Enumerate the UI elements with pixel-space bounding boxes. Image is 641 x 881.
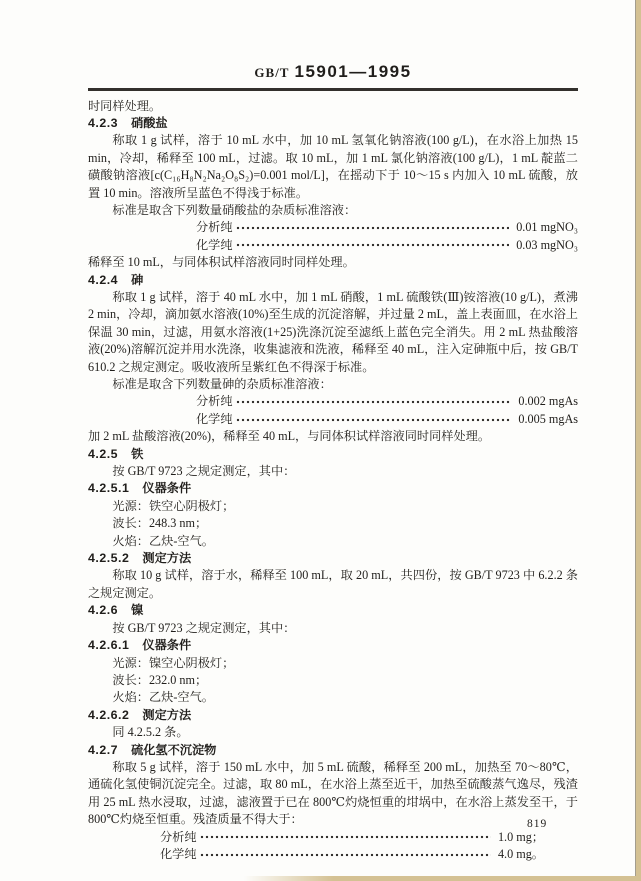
clause-title: 测定方法 <box>142 707 192 722</box>
paragraph: 标准是取含下列数量硝酸盐的杂质标准溶液： <box>112 202 357 217</box>
dotted-leader <box>200 853 491 857</box>
limit-grade-label: 分析纯 <box>196 394 233 409</box>
clause-heading <box>88 446 578 463</box>
page-content <box>88 62 578 863</box>
limit-grade-label: 分析纯 <box>196 220 233 235</box>
clause-heading <box>88 707 578 724</box>
limit-row <box>88 411 578 428</box>
paragraph: 称取 5 g 试样，溶于 150 mL 水中，加 5 mL 硫酸，稀释至 200 mL，加热至 70～80℃，通硫化氢使铜沉淀完全。过滤，取 80 mL，在水浴上蒸至近干，加热至硫酸蒸气逸尽，残渣用 25 mL 热水浸取，过滤，滤液置于已在 800℃灼烧恒重的坩埚中，在水浴上蒸发至干，于 800℃灼烧至恒重。残渣质量不得大于： <box>88 759 578 827</box>
clause-title: 测定方法 <box>142 551 192 566</box>
clause-number: 4.2.4 <box>88 272 119 287</box>
paragraph: 波长：248.3 nm； <box>112 516 208 531</box>
limit-value: 0.01 mgNO₃ <box>516 220 578 235</box>
standard-code <box>88 62 578 82</box>
paragraph: 称取 1 g 试样，溶于 10 mL 水中，加 10 mL 氢氧化钠溶液(100 g/L)，在水浴上加热 15 min，冷却，稀释至 100 mL，过滤。取 10 mL，加 1 mL 氯化钠溶液(100 g/L)，1 mL 靛蓝二磺酸钠溶液[c(C₁₆H₈N₂Na₂O₈S₂)=0.001 mol/L]，在摇动下于 10～15 s 内加入 10 mL 硫酸，放置 10 min。溶液所呈蓝色不得浅于标准。 <box>88 133 578 200</box>
clause-heading <box>88 550 578 567</box>
standard-code-number: 15901—1995 <box>294 62 412 81</box>
limit-value: 0.005 mgAs <box>518 411 578 426</box>
paragraph: 光源：铁空心阴极灯； <box>112 498 235 513</box>
clause-title: 铁 <box>131 446 144 461</box>
limit-row <box>88 829 578 846</box>
paragraph: 时同样处理。 <box>88 98 162 113</box>
limit-row <box>88 393 578 410</box>
paragraph: 称取 1 g 试样，溶于 40 mL 水中，加 1 mL 硝酸，1 mL 硫酸铁(Ⅲ)铵溶液(10 g/L)，煮沸 2 min，冷却，滴加氨水溶液(10%)至生成的沉淀溶解，并过量 2 mL，盖上表面皿，在水浴上保温 30 min，过滤，用氨水溶液(1+25)洗涤沉淀至滤纸上蓝色完全消失。用 2 mL 热盐酸溶液(20%)溶解沉淀并用水洗涤，收集滤液和洗液，稀释至 40 mL，注入定砷瓶中后，按 GB/T 610.2 之规定测定。吸收液所呈紫红色不得深于标准。 <box>88 289 578 374</box>
paragraph: 标准是取含下列数量砷的杂质标准溶液： <box>112 377 332 391</box>
clause-title: 仪器条件 <box>142 481 192 496</box>
clause-number: 4.2.7 <box>88 742 119 757</box>
clause-heading <box>88 272 578 289</box>
clause-title: 硫化氢不沉淀物 <box>131 742 217 757</box>
limit-row <box>88 846 578 863</box>
paragraph: 火焰：乙炔-空气。 <box>112 533 214 548</box>
clause-number: 4.2.3 <box>88 115 119 130</box>
page-number: 819 <box>527 818 548 830</box>
dotted-leader <box>236 243 510 247</box>
limit-grade-label: 分析纯 <box>160 829 197 844</box>
dotted-leader <box>236 418 512 422</box>
paragraph: 按 GB/T 9723 之规定测定，其中： <box>112 620 296 635</box>
paragraph: 稀释至 10 mL，与同体积试样溶液同时同样处理。 <box>88 255 355 270</box>
scan-edge-bottom <box>0 876 641 881</box>
clause-title: 仪器条件 <box>142 638 192 653</box>
clause-number: 4.2.5.1 <box>88 481 130 496</box>
clause-heading <box>88 742 578 759</box>
dotted-leader <box>200 835 491 839</box>
limit-row <box>88 237 578 254</box>
clause-heading <box>88 637 578 654</box>
clause-title: 砷 <box>131 272 144 287</box>
paragraph: 按 GB/T 9723 之规定测定，其中： <box>112 464 296 479</box>
limit-grade-label: 化学纯 <box>196 237 233 252</box>
clause-number: 4.2.5 <box>88 446 119 461</box>
clause-number: 4.2.6.2 <box>88 707 130 722</box>
paragraph: 称取 10 g 试样，溶于水，稀释至 100 mL，取 20 mL，共四份，按 GB/T 9723 中 6.2.2 条之规定测定。 <box>88 568 578 600</box>
header-rule <box>88 88 578 91</box>
clause-number: 4.2.6 <box>88 603 119 618</box>
limit-value: 1.0 mg； <box>497 829 544 844</box>
clause-heading <box>88 115 578 132</box>
dotted-leader <box>236 400 512 404</box>
paragraph: 火焰：乙炔-空气。 <box>112 690 214 705</box>
limit-value: 0.03 mgNO₃ <box>516 237 578 252</box>
clause-title: 镍 <box>131 603 144 618</box>
scan-edge-right <box>635 0 641 881</box>
clause-number: 4.2.6.1 <box>88 638 130 653</box>
paragraph: 加 2 mL 盐酸溶液(20%)，稀释至 40 mL，与同体积试样溶液同时同样处理。 <box>88 429 491 444</box>
paragraph: 光源：镍空心阴极灯； <box>112 655 235 670</box>
limit-row <box>88 219 578 236</box>
limit-grade-label: 化学纯 <box>196 411 233 426</box>
dotted-leader <box>236 226 510 230</box>
clause-heading <box>88 602 578 619</box>
limit-value: 4.0 mg。 <box>497 846 544 861</box>
limit-grade-label: 化学纯 <box>160 846 197 861</box>
clause-heading <box>88 480 578 497</box>
document-body <box>88 98 578 864</box>
limit-value: 0.002 mgAs <box>518 394 578 409</box>
clause-title: 硝酸盐 <box>131 115 168 130</box>
standard-code-prefix: GB/T <box>254 65 290 80</box>
paragraph: 同 4.2.5.2 条。 <box>112 725 189 740</box>
paragraph: 波长：232.0 nm； <box>112 672 208 687</box>
clause-number: 4.2.5.2 <box>88 551 130 566</box>
